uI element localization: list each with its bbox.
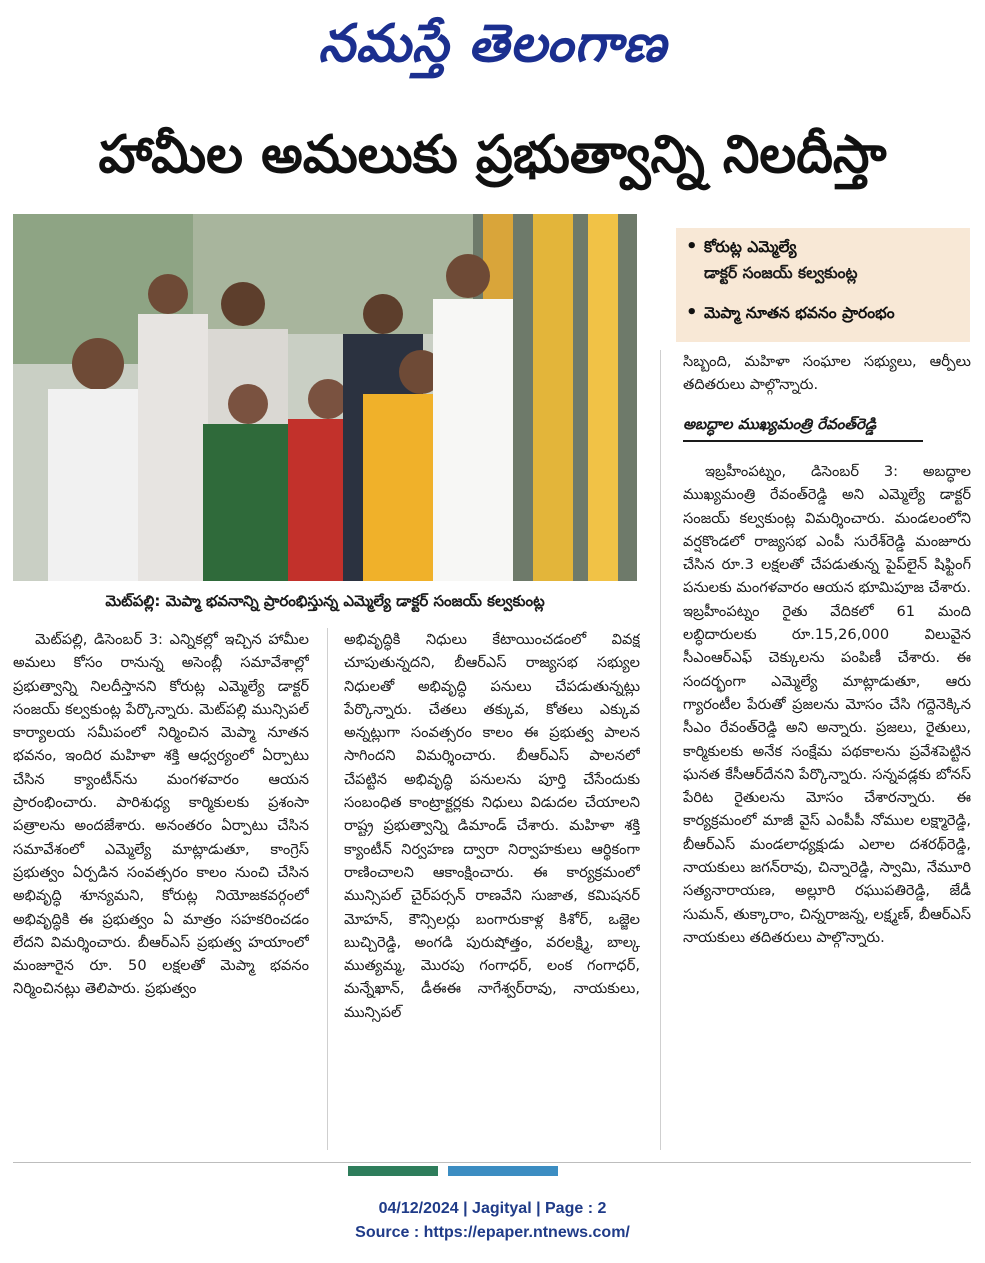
highlights-box: [676, 228, 970, 342]
column-divider: [327, 628, 328, 1150]
bullet-icon: •: [686, 236, 698, 257]
bullet-icon: •: [686, 302, 698, 323]
sub-headline: అబద్ధాల ముఖ్యమంత్రి రేవంత్‌రెడ్డి: [683, 410, 923, 442]
news-photo: [13, 214, 637, 581]
highlight-text: కోరుట్ల ఎమ్మెల్యే: [704, 238, 797, 256]
headline: హామీల అమలుకు ప్రభుత్వాన్ని నిలదీస్తా: [98, 125, 887, 185]
ad-strip: [348, 1166, 588, 1176]
highlight-item: [686, 234, 960, 260]
article-column-1: మెట్‌పల్లి, డిసెంబర్ 3: ఎన్నికల్లో ఇచ్చిన హామీల అమలు కోసం రానున్న అసెంబ్లీ సమావేశాల్లో ప్రభుత్వాన్ని నిలదీస్తానని కోరుట్ల ఎమ్మెల్యే డాక్టర్ సంజయ్ కల్వకుంట్ల పేర్కొన్నారు. మెట్‌పల్లి మున్సిపల్ కార్యాలయ సమీపంలో నిర్మించిన మెప్మా నూతన భవనం, ఇందిర మహిళా శక్తి ఆధ్వర్యంలో ఏర్పాటు చేసిన క్యాంటీన్‌ను మంగళవారం ఆయన ప్రారంభించారు. పారిశుధ్య కార్మికులకు ప్రశంసా పత్రాలను అందజేశారు. అనంతరం ఏర్పాటు చేసిన సమావేశంలో ఎమ్మెల్యే మాట్లాడుతూ, కాంగ్రెస్ ప్రభుత్వం ఏర్పడిన సంవత్సరం కాలం నుంచి చేసిన అభివృద్ధి శూన్యమని, కోరుట్ల నియోజకవర్గంలో అభివృద్ధికి ఈ ప్రభుత్వం ఏ మాత్రం సహకరించడం లేదని విమర్శించారు. బీఆర్‌ఎస్ ప్రభుత్వ హయాంలో మంజూరైన రూ. 50 లక్షలతో మెప్మా భవనం నిర్మించినట్లు తెలిపారు. ప్రభుత్వం: [13, 631, 309, 998]
footer-date-edition: 04/12/2024 | Jagityal | Page : 2: [378, 1200, 607, 1217]
highlight-text: డాక్టర్ సంజయ్ కల్వకుంట్ల: [704, 264, 858, 282]
bottom-rule: [13, 1162, 971, 1163]
photo-caption: మెట్‌పల్లి: మెప్మా భవనాన్ని ప్రారంభిస్తున్న ఎమ్మెల్యే డాక్టర్ సంజయ్ కల్వకుంట్ల: [105, 592, 545, 610]
highlight-item: [686, 300, 960, 326]
highlight-text: మెప్మా నూతన భవనం ప్రారంభం: [704, 304, 895, 322]
article-column-2: అభివృద్ధికి నిధులు కేటాయించడంలో వివక్ష చూపుతున్నదని, బీఆర్‌ఎస్ రాజ్యసభ సభ్యుల నిధులతో అభివృద్ధి పనులు చేపడుతున్నట్లు పేర్కొన్నారు. చేతలు తక్కువ, కోతలు ఎక్కువ అన్నట్లుగా సంవత్సరం కాలం ఈ ప్రభుత్వ పాలన సాగిందని విమర్శించారు. బీఆర్‌ఎస్ పాలనలో చేపట్టిన అభివృద్ధి పనులను పూర్తి చేసేందుకు సంబంధిత కాంట్రాక్టర్లకు నిధులు విడుదల చేయాలని రాష్ట్ర ప్రభుత్వాన్ని డిమాండ్ చేశారు. మహిళా శక్తి క్యాంటీన్ నిర్వహణ ద్వారా నిర్వాహకులు ఆర్థికంగా రాణించాలని ఆకాంక్షించారు. ఈ కార్యక్రమంలో మున్సిపల్ చైర్‌పర్సన్ రాణవేని సుజాత, కమిషనర్ మోహన్, కౌన్సిలర్లు బంగారుకాళ్ల కిశోర్, ఒజ్జెల బుచ్చిరెడ్డి, అంగడి పురుషోత్తం, వరలక్ష్మి, బాల్క ముత్యమ్మ, మొరపు గంగాధర్, లంక గంగాధర్, మన్నేఖాన్, డీఈఈ నాగేశ్వర్‌రావు, నాయకులు, మున్సిపల్: [344, 631, 640, 1021]
photo-illustration: [13, 214, 637, 581]
column-divider: [660, 350, 661, 1150]
right-column-intro: సిబ్బంది, మహిళా సంఘాల సభ్యులు, ఆర్పీలు తదితరులు పాల్గొన్నారు.: [683, 353, 971, 394]
footer-source-link[interactable]: Source : https://epaper.ntnews.com/: [355, 1224, 630, 1241]
right-column-article: ఇబ్రహీంపట్నం, డిసెంబర్ 3: అబద్ధాల ముఖ్యమంత్రి రేవంత్‌రెడ్డి అని ఎమ్మెల్యే డాక్టర్ సంజయ్ కల్వకుంట్ల విమర్శించారు. మండలంలోని వర్షకొండలో రాజ్యసభ ఎంపీ సురేశ్‌రెడ్డి మంజూరు చేసిన రూ.3 లక్షలతో చేపడుతున్న పైప్‌లైన్ షిఫ్టింగ్ పనులకు మంగళవారం ఆయన భూమిపూజ చేశారు. ఇబ్రహీంపట్నం రైతు వేదికలో 61 మంది లబ్ధిదారులకు రూ.15,26,000 విలువైన సీఎంఆర్‌ఎఫ్ చెక్కులను పంపిణీ చేశారు. ఈ సందర్భంగా ఎమ్మెల్యే మాట్లాడుతూ, ఆరు గ్యారంటీల పేరుతో ప్రజలను మోసం చేసి గద్దెనెక్కిన సీఎం రేవంత్‌రెడ్డి అని అన్నారు. ప్రజలు, రైతులు, కార్మికులకు అనేక సంక్షేమ పథకాలను ప్రవేశపెట్టిన ఘనత కేసీఆర్‌దేనని పేర్కొన్నారు. సన్నవడ్లకు బోనస్ పేరిట రైతులను మోసం చేశారన్నారు. ఈ కార్యక్రమంలో మాజీ వైస్ ఎంపీపీ నోముల లక్ష్మారెడ్డి, బీఆర్‌ఎస్ మండలాధ్యక్షుడు ఎలాల దశరథ్‌రెడ్డి, నాయకులు జగన్‌రావు, చిన్నారెడ్డి, స్వామి, నేమూరి సత్యనారాయణ, అల్లూరి రఘుపతిరెడ్డి, జేడీ సుమన్, తుక్కారాం, చిన్నరాజన్న, లక్ష్మణ్, బీఆర్‌ఎస్ నాయకులు తదితరులు పాల్గొన్నారు.: [683, 463, 971, 946]
masthead-logo: నమస్తే తెలంగాణ: [318, 13, 667, 74]
